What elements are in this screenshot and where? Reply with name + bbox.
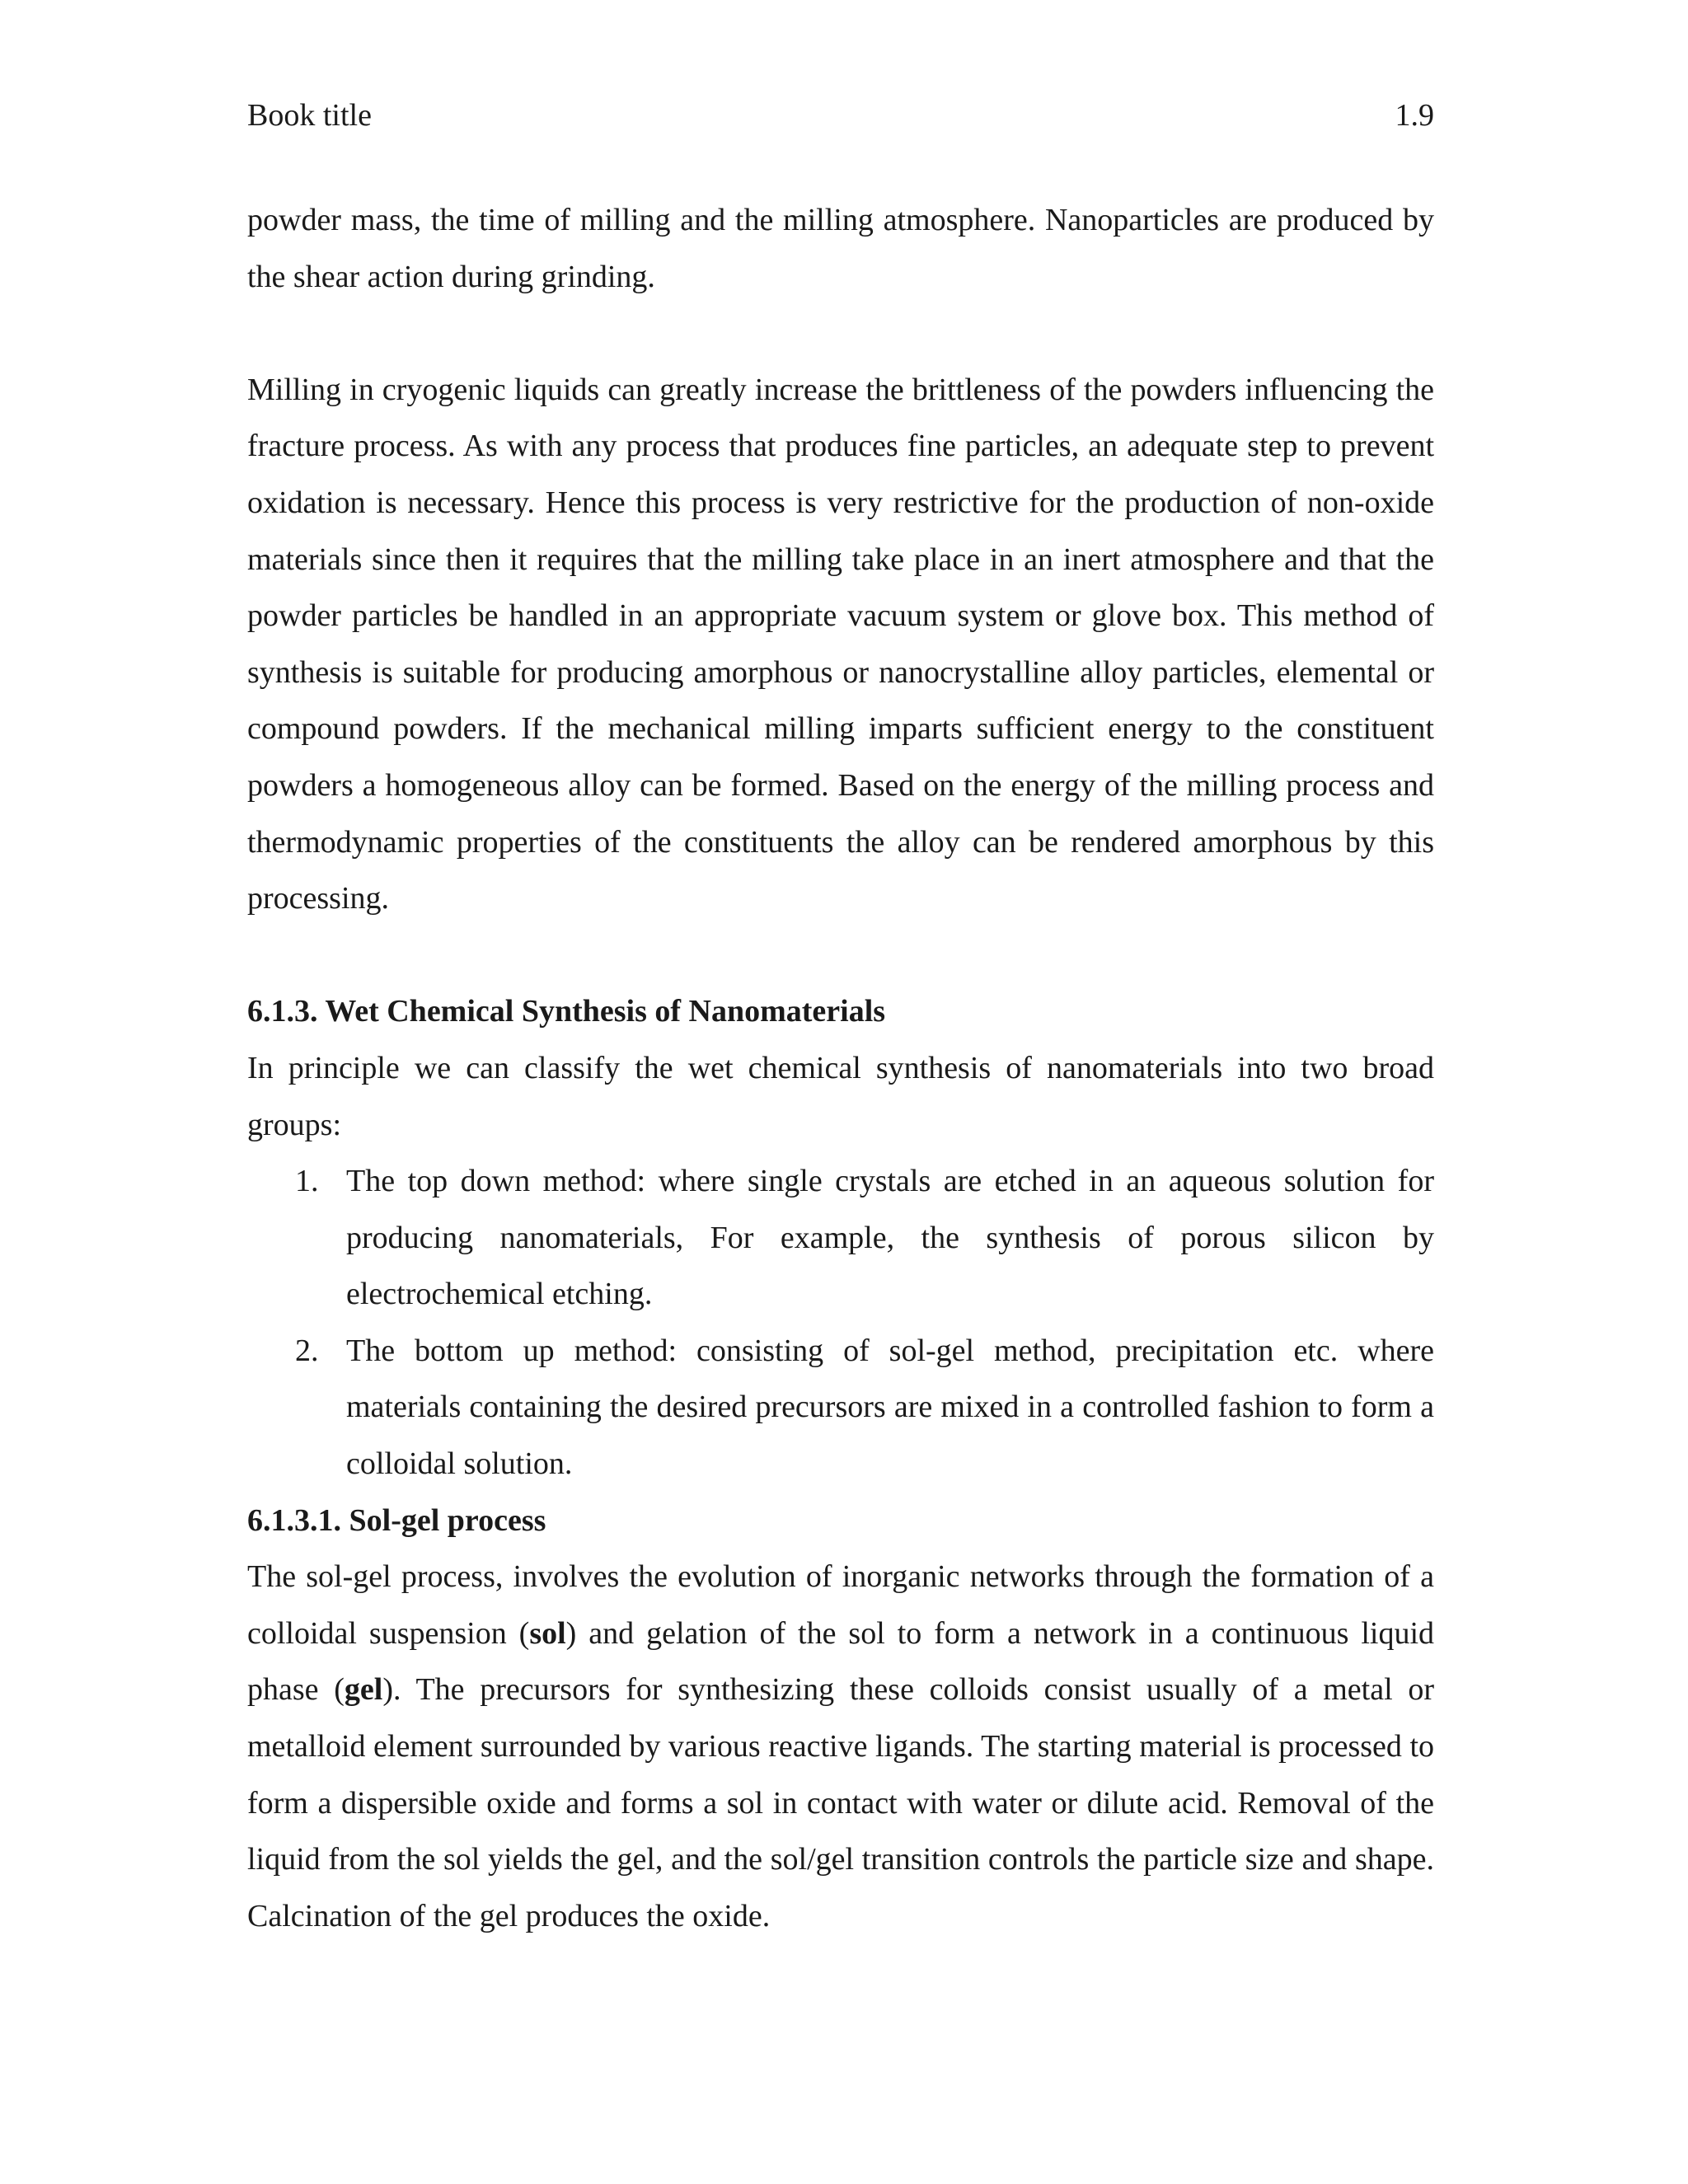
list-number: 2. <box>295 1333 319 1368</box>
paragraph-cryogenic-milling: Milling in cryogenic liquids can greatly increase the brittleness of the powders influencing the fracture process. As with any process that produces fine particles, an adequate step to prevent oxidation is necessary. Hence this process is very restrictive for the production of non-oxide materials since then it requires that the milling take place in an inert atmosphere and that the powder particles be handled in an appropriate vacuum system or glove box. This method of synthesis is suitable for producing amorphous or nanocrystalline alloy particles, elemental or compound powders. If the mechanical milling imparts sufficient energy to the constituent powders a homogeneous alloy can be formed. Based on the energy of the milling process and thermodynamic properties of the constituents the alloy can be rendered amorphous by this processing. <box>247 372 1434 916</box>
sol-gel-text-part: ) and gelation of the sol to form a network in a continuous liquid phase ( <box>247 1615 1435 1708</box>
list-item <box>247 1323 1434 1493</box>
list-item-text: The top down method: where single crystals are etched in an aqueous solution for producing nanomaterials, For example, the synthesis of porous silicon by electrochemical etching. <box>346 1164 1434 1312</box>
paragraph-continuation: powder mass, the time of milling and the milling atmosphere. Nanoparticles are produced by the shear action during grinding. <box>247 203 1434 294</box>
term-gel: gel <box>344 1672 383 1708</box>
term-sol: sol <box>529 1615 566 1651</box>
list-item <box>247 1153 1434 1323</box>
section-intro: In principle we can classify the wet chemical synthesis of nanomaterials into two broad groups: <box>247 1050 1434 1142</box>
list-number: 1. <box>295 1164 319 1199</box>
sol-gel-text-part: The sol-gel process, involves the evolution of inorganic networks through the formation of a colloidal suspension ( <box>247 1559 1434 1651</box>
book-title: Book title <box>247 98 372 133</box>
section-heading-6-1-3-1: 6.1.3.1. Sol-gel process <box>247 1502 546 1538</box>
section-heading-6-1-3: 6.1.3. Wet Chemical Synthesis of Nanomaterials <box>247 994 886 1029</box>
document-page <box>247 91 1435 1933</box>
numbered-list <box>247 1153 1434 1493</box>
paragraph-gap <box>247 927 1434 984</box>
list-item-text: The bottom up method: consisting of sol-gel method, precipitation etc. where materials containing the desired precursors are mixed in a controlled fashion to form a colloidal solution. <box>346 1333 1434 1482</box>
paragraph-sol-gel <box>247 1549 1434 1944</box>
sol-gel-text-part: ). The precursors for synthesizing these colloids consist usually of a metal or metalloid element surrounded by various reactive ligands. The starting material is processed to form a dispersible oxide and forms a sol in contact with water or dilute acid. Removal of the liquid from the sol yields the gel, and the sol/gel transition controls the particle size and shape. Calcination of the gel produces the oxide. <box>247 1672 1434 1933</box>
running-header <box>247 91 1434 140</box>
page-number: 1.9 <box>1395 98 1434 133</box>
paragraph-gap <box>247 305 1434 362</box>
page-body <box>247 192 1434 1944</box>
